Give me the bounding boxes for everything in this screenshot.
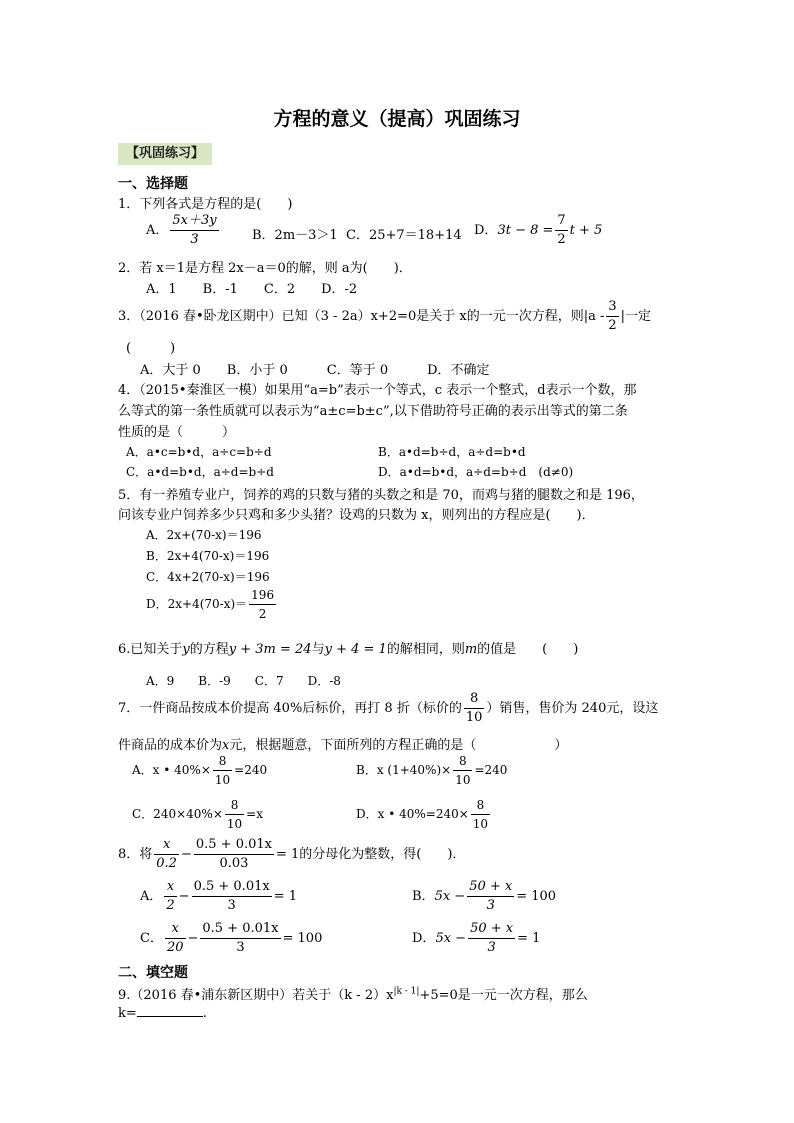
question-8-option-c: C． $\frac{x}{20}$ − $\frac{0.5 + 0.01x}{3}$ = 100 [140,921,323,955]
question-7-option-b: B．x (1+40%)× $\frac{8}{10}$ =240 [356,754,508,787]
question-7-option-a: A．x • 40%× $\frac{8}{10}$ =240 [132,754,268,787]
question-5-option-d: D．2x+4(70-x)＝ $\frac{196}{2}$ [146,588,275,621]
question-7-line2: 件商品的成本价为x元，根据题意，下面所列的方程正确的是（ ） [118,738,568,753]
question-7-line1: 7．一件商品按成本价提高 40%后标价，再打 8 折（标价的 $\frac{8}{10}$ ）销售，售价为 240元，设这 [118,691,659,725]
question-1-option-b: B．2m－3＞1 [252,228,338,243]
question-4-line2: 么等式的第一条性质就可以表示为“a±c=b±c”,以下借助符号正确的表示出等式的第二条 [118,404,628,419]
question-5-line2: 问该专业户饲养多少只鸡和多少头猪？设鸡的只数为 x，则列出的方程应是( )． [118,508,595,523]
question-1-option-c: C．25+7＝18+14 [346,228,462,243]
page-title: 方程的意义（提高）巩固练习 [273,108,521,130]
question-6-stem: 6.已知关于y的方程y + 3m = 24与y + 4 = 1的解相同，则m的值是 ( ) [118,642,579,657]
question-4-option-b: B．a•d=b÷d，a÷d=b•d [378,445,526,459]
question-1-stem: 1．下列各式是方程的是( ) [118,197,293,212]
question-5-line1: 5．有一养殖专业户，饲养的鸡的只数与猪的头数之和是 70，而鸡与猪的腿数之和是 196， [118,488,644,503]
question-3-stem: 3．（2016 春•卧龙区期中）已知（3 - 2a）x+2=0是关于 x的一元一次方程，则|a - $\frac{3}{2}$ |一定 [118,299,652,333]
question-5-option-b: B．2x+4(70-x)＝196 [146,549,270,563]
question-4-option-d: D．a•d=b•d，a÷d=b÷d (d≠0) [378,465,574,479]
question-2-options: A．1 B．-1 C．2 D．-2 [146,282,358,297]
question-7-option-d: D．x • 40%=240× $\frac{8}{10}$ [356,798,489,831]
question-9-line1: 9.（2016 春•浦东新区期中）若关于$(k - 2)x^{|k - 1|}+5=0$是一元一次方程，那么 [118,986,588,1003]
section-tag: 【巩固练习】 [118,143,212,165]
question-6-options: A．9 B．-9 C．7 D．-8 [146,674,341,688]
question-1-option-a: A． $\frac{5x+3y}{3}$ [146,213,217,247]
question-8-stem: 8．将 $\frac{x}{0.2}$ − $\frac{0.5 + 0.01x}{0.03}$ = 1的分母化为整数，得( )． [118,837,466,871]
answer-blank[interactable] [137,1004,203,1017]
question-5-option-a: A．2x+(70-x)＝196 [146,528,262,542]
question-3-options: A．大于 0 B．小于 0 C．等于 0 D．不确定 [140,363,490,378]
question-5-option-c: C．4x+2(70-x)＝196 [146,570,270,584]
question-9-line2: k= . [118,1006,207,1021]
question-1-option-d: D．3t − 8 = $\frac{7}{2}$ t + 5 [474,213,603,247]
question-8-option-d: D．5x − $\frac{50 + x}{3}$ = 1 [412,921,541,955]
question-4-option-c: C．a•d=b•d，a÷d=b÷d [126,465,274,479]
section-heading-choice: 一、选择题 [118,176,188,192]
section-heading-fill: 二、填空题 [118,965,188,981]
question-4-line1: 4．（2015•秦淮区一模）如果用“a=b”表示一个等式，c 表示一个整式，d表示一个数，那 [118,383,637,398]
question-8-option-a: A． $\frac{x}{2}$ − $\frac{0.5 + 0.01x}{3}$ = 1 [140,879,297,913]
question-4-option-a: A．a•c=b•d，a÷c=b÷d [126,445,272,459]
question-8-option-b: B．5x − $\frac{50 + x}{3}$ = 100 [412,879,557,913]
question-2-stem: 2．若 x＝1是方程 2x－a＝0的解，则 a为( )． [118,261,412,276]
question-3-paren: ( ) [126,341,176,356]
question-4-line3: 性质的是（ ） [118,425,236,440]
question-7-option-c: C．240×40%× $\frac{8}{10}$ =x [132,798,263,831]
